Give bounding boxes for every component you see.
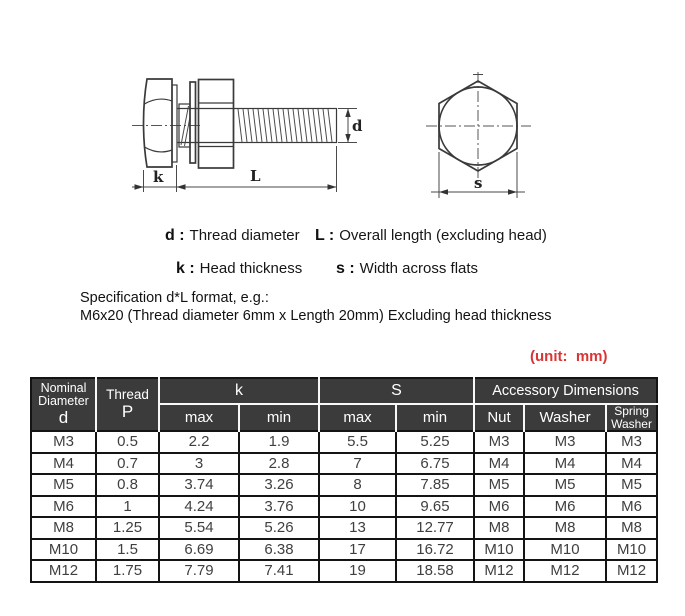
table-cell: M10 (474, 539, 524, 561)
bolt-side-view-drawing (132, 79, 363, 192)
nut-side (199, 80, 234, 169)
table-cell: 7 (319, 453, 396, 475)
specification-note (80, 290, 551, 325)
legend-text-s: Width across flats (359, 260, 479, 277)
header-s-max: max (319, 404, 396, 431)
table-cell: 7.41 (239, 560, 319, 582)
legend-text-l: Overall length (excluding head) (339, 227, 547, 244)
table-cell: M5 (524, 474, 606, 496)
threaded-shaft (234, 109, 337, 143)
spec-table (30, 377, 658, 583)
header-d-symbol: d (58, 408, 69, 427)
table-cell: M10 (524, 539, 606, 561)
table-cell: M4 (524, 453, 606, 475)
table-cell: 3 (159, 453, 239, 475)
table-cell: 12.77 (396, 517, 474, 539)
dimension-d (338, 109, 363, 143)
header-k-min: min (239, 404, 319, 431)
legend-symbol-l: L : (315, 227, 335, 244)
table-cell: 6.38 (239, 539, 319, 561)
table-cell: M12 (606, 560, 657, 582)
table-cell: 7.79 (159, 560, 239, 582)
table-row (31, 560, 657, 582)
spec-note-line2: M6x20 (Thread diameter 6mm x Length 20mm) Excluding head thickness (80, 307, 552, 324)
legend-overall-length (315, 227, 547, 245)
table-cell: 1.5 (96, 539, 159, 561)
flat-washer (190, 82, 196, 163)
table-cell: M5 (474, 474, 524, 496)
table-row (31, 431, 657, 453)
table-cell: 8 (319, 474, 396, 496)
table-cell: 18.58 (396, 560, 474, 582)
table-cell: M4 (31, 453, 96, 475)
header-k-max: max (159, 404, 239, 431)
table-cell: M5 (606, 474, 657, 496)
table-cell: M3 (474, 431, 524, 453)
table-cell: M8 (606, 517, 657, 539)
legend-symbol-k: k : (176, 260, 195, 277)
table-cell: M3 (31, 431, 96, 453)
table-cell: 0.5 (96, 431, 159, 453)
table-cell: 5.25 (396, 431, 474, 453)
table-cell: 1.9 (239, 431, 319, 453)
dim-label-s: s (474, 174, 483, 192)
header-group-accessory: Accessory Dimensions (474, 378, 657, 404)
table-cell: M4 (474, 453, 524, 475)
table-cell: 3.74 (159, 474, 239, 496)
header-spring-washer: Spring Washer (606, 404, 657, 431)
table-cell: 5.54 (159, 517, 239, 539)
table-row (31, 539, 657, 561)
table-cell: M12 (474, 560, 524, 582)
table-row (31, 453, 657, 475)
hex-head-side (144, 79, 173, 167)
legend-symbol-s: s : (336, 260, 355, 277)
table-cell: M6 (606, 496, 657, 518)
spec-note-line1: Specification d*L format, e.g.: (80, 290, 269, 306)
table-row (31, 517, 657, 539)
table-cell: 1 (96, 496, 159, 518)
bolt-head-front-view-drawing (426, 72, 531, 198)
dim-label-k: k (153, 168, 164, 186)
table-cell: 7.85 (396, 474, 474, 496)
header-washer: Washer (524, 404, 606, 431)
header-s-min: min (396, 404, 474, 431)
legend-text-d: Thread diameter (189, 227, 300, 244)
header-group-k: k (159, 378, 319, 404)
header-nut: Nut (474, 404, 524, 431)
table-cell: 6.69 (159, 539, 239, 561)
dim-label-d: d (352, 117, 363, 135)
table-cell: 17 (319, 539, 396, 561)
table-row (31, 474, 657, 496)
spec-table-header (31, 378, 657, 431)
table-cell: 3.26 (239, 474, 319, 496)
table-cell: 0.7 (96, 453, 159, 475)
table-cell: M3 (606, 431, 657, 453)
head-facet-line (145, 99, 173, 104)
legend-text-k: Head thickness (199, 260, 303, 277)
table-cell: 1.75 (96, 560, 159, 582)
header-p-symbol: P (121, 402, 134, 421)
table-cell: M10 (606, 539, 657, 561)
header-group-s: S (319, 378, 474, 404)
header-nominal-diameter (31, 378, 96, 431)
table-cell: M6 (524, 496, 606, 518)
table-cell: M4 (606, 453, 657, 475)
table-cell: M6 (474, 496, 524, 518)
table-row (31, 496, 657, 518)
table-cell: 5.5 (319, 431, 396, 453)
table-cell: 2.2 (159, 431, 239, 453)
table-cell: 13 (319, 517, 396, 539)
legend-head-thickness (176, 260, 302, 278)
header-thread-label: Thread (106, 387, 149, 402)
table-cell: 6.75 (396, 453, 474, 475)
legend-thread-diameter (165, 227, 300, 245)
table-cell: M10 (31, 539, 96, 561)
table-cell: M6 (31, 496, 96, 518)
header-thread-pitch (96, 378, 159, 431)
table-cell: 5.26 (239, 517, 319, 539)
table-cell: M12 (31, 560, 96, 582)
table-cell: M12 (524, 560, 606, 582)
table-cell: M8 (31, 517, 96, 539)
unit-label: (unit: mm) (530, 348, 608, 365)
table-cell: 9.65 (396, 496, 474, 518)
table-cell: 4.24 (159, 496, 239, 518)
table-cell: M3 (524, 431, 606, 453)
bolt-technical-drawing (0, 0, 685, 220)
spec-table-body (31, 431, 657, 582)
table-cell: 0.8 (96, 474, 159, 496)
table-cell: 19 (319, 560, 396, 582)
head-facet-line (145, 147, 173, 152)
header-nominal-diameter-label: Nominal Diameter (38, 381, 89, 408)
table-cell: M8 (524, 517, 606, 539)
table-cell: M8 (474, 517, 524, 539)
legend-symbol-d: d : (165, 227, 185, 244)
table-cell: M5 (31, 474, 96, 496)
legend-width-across-flats (336, 260, 478, 278)
table-cell: 16.72 (396, 539, 474, 561)
table-cell: 1.25 (96, 517, 159, 539)
dim-label-l: L (250, 167, 261, 185)
table-cell: 3.76 (239, 496, 319, 518)
table-cell: 10 (319, 496, 396, 518)
table-cell: 2.8 (239, 453, 319, 475)
